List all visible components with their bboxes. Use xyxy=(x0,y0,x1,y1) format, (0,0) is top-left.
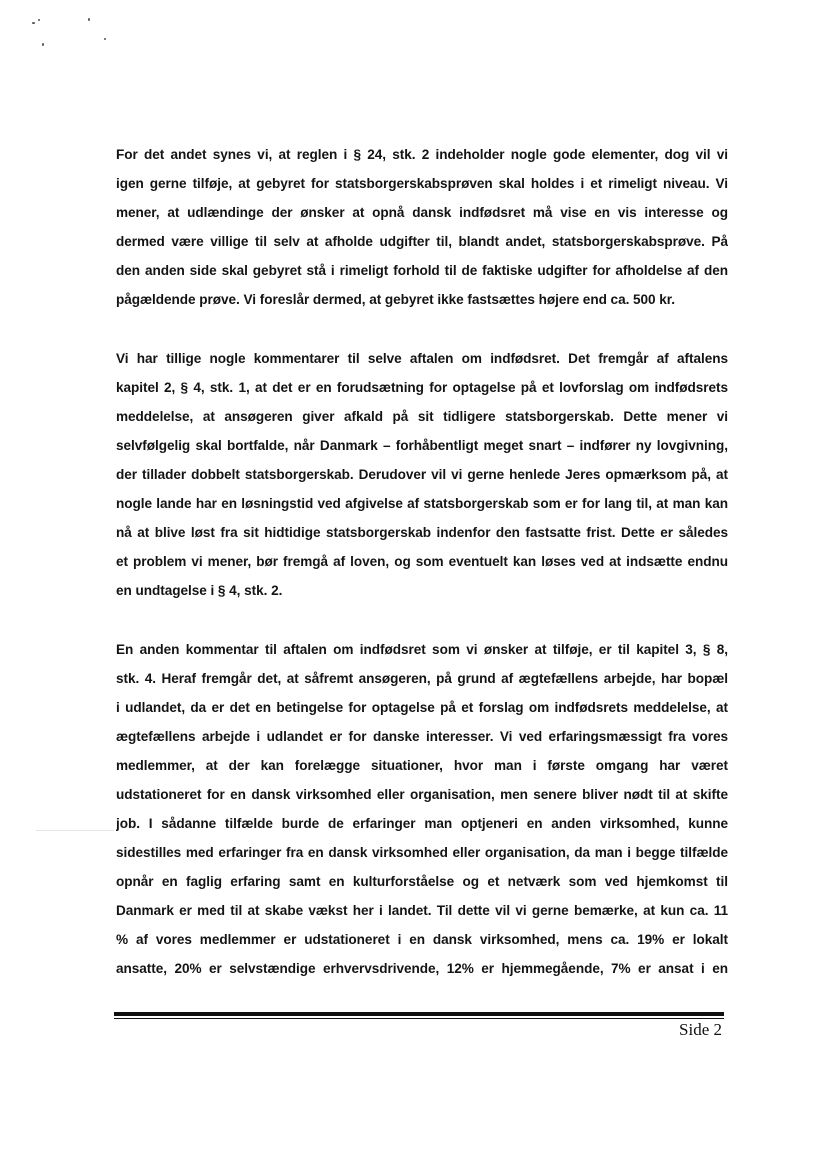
text-line: stk. 4. Heraf fremgår det, at såfremt ansøgeren, på grund af ægtefællens arbejde, har bopæl xyxy=(116,671,728,686)
text-line: Danmark er med til at skabe vækst her i landet. Til dette vil vi gerne bemærke, at kun ca. 11 xyxy=(116,903,728,918)
footer-divider xyxy=(114,1012,724,1019)
footer-divider-thick xyxy=(114,1012,724,1016)
document-body xyxy=(116,140,728,1013)
page-number: Side 2 xyxy=(679,1020,722,1039)
text-line: igen gerne tilføje, at gebyret for statsborgerskabsprøven skal holdes i et rimeligt niveau. Vi xyxy=(116,176,728,191)
text-line: dermed være villige til selv at afholde udgifter til, blandt andet, statsborgerskabsprøve. På xyxy=(116,234,728,249)
text-line: opnår en faglig erfaring samt en kulturforståelse og et netværk som ved hjemkomst til xyxy=(116,874,728,889)
text-line: nogle lande har en løsningstid ved afgivelse af statsborgerskab som er for lang til, at man kan xyxy=(116,496,728,511)
paragraph-citizenship-renunciation xyxy=(116,344,728,605)
text-line: ansatte, 20% er selvstændige erhvervsdrivende, 12% er hjemmegående, 7% er ansat i en xyxy=(116,961,728,976)
text-line: % af vores medlemmer er udstationeret i en dansk virksomhed, mens ca. 19% er lokalt xyxy=(116,932,728,947)
text-line: en undtagelse i § 4, stk. 2. xyxy=(116,583,283,598)
text-line: mener, at udlændinge der ønsker at opnå dansk indfødsret må vise en vis interesse og xyxy=(116,205,728,220)
text-line: medlemmer, at der kan forelægge situationer, hvor man i første omgang har været xyxy=(116,758,728,773)
text-line: der tillader dobbelt statsborgerskab. Derudover vil vi gerne henlede Jeres opmærksom på, at xyxy=(116,467,728,482)
text-line: sidestilles med erfaringer fra en dansk virksomhed eller organisation, da man i begge tilfælde xyxy=(116,845,728,860)
text-line: ægtefællens arbejde i udlandet er for danske interesser. Vi ved erfaringsmæssigt fra vores xyxy=(116,729,728,744)
text-line: kapitel 2, § 4, stk. 1, at det er en forudsætning for optagelse på et lovforslag om indfødsrets xyxy=(116,380,728,395)
text-line: nå at blive løst fra sit hidtidige statsborgerskab indenfor den fastsatte frist. Dette er således xyxy=(116,525,728,540)
text-line: meddelelse, at ansøgeren giver afkald på sit tidligere statsborgerskab. Dette mener vi xyxy=(116,409,728,424)
paragraph-spouse-work-abroad xyxy=(116,635,728,983)
text-line: et problem vi mener, bør fremgå af loven, og som eventuelt kan løses ved at indsætte endnu xyxy=(116,554,728,569)
paragraph-fee xyxy=(116,140,728,314)
text-line: Vi har tillige nogle kommentarer til selve aftalen om indfødsret. Det fremgår af aftalens xyxy=(116,351,728,366)
text-line: i udlandet, da er det en betingelse for optagelse på et forslag om indfødsrets meddelelse, at xyxy=(116,700,728,715)
text-line: For det andet synes vi, at reglen i § 24, stk. 2 indeholder nogle gode elementer, dog vil vi xyxy=(116,147,728,162)
text-line: En anden kommentar til aftalen om indfødsret som vi ønsker at tilføje, er til kapitel 3, § 8, xyxy=(116,642,728,657)
text-line: pågældende prøve. Vi foreslår dermed, at gebyret ikke fastsættes højere end ca. 500 kr. xyxy=(116,292,676,307)
text-line: job. I sådanne tilfælde burde de erfaringer man optjeneri en anden virksomhed, kunne xyxy=(116,816,728,831)
text-line: selvfølgelig skal bortfalde, når Danmark – forhåbentligt meget snart – indfører ny lovgivning, xyxy=(116,438,728,453)
text-line: den anden side skal gebyret stå i rimeligt forhold til de faktiske udgifter for afholdelse af den xyxy=(116,263,728,278)
footer-divider-thin xyxy=(114,1018,724,1019)
scan-artifact-line xyxy=(36,830,114,831)
text-line: udstationeret for en dansk virksomhed eller organisation, men senere bliver nødt til at skifte xyxy=(116,787,728,802)
